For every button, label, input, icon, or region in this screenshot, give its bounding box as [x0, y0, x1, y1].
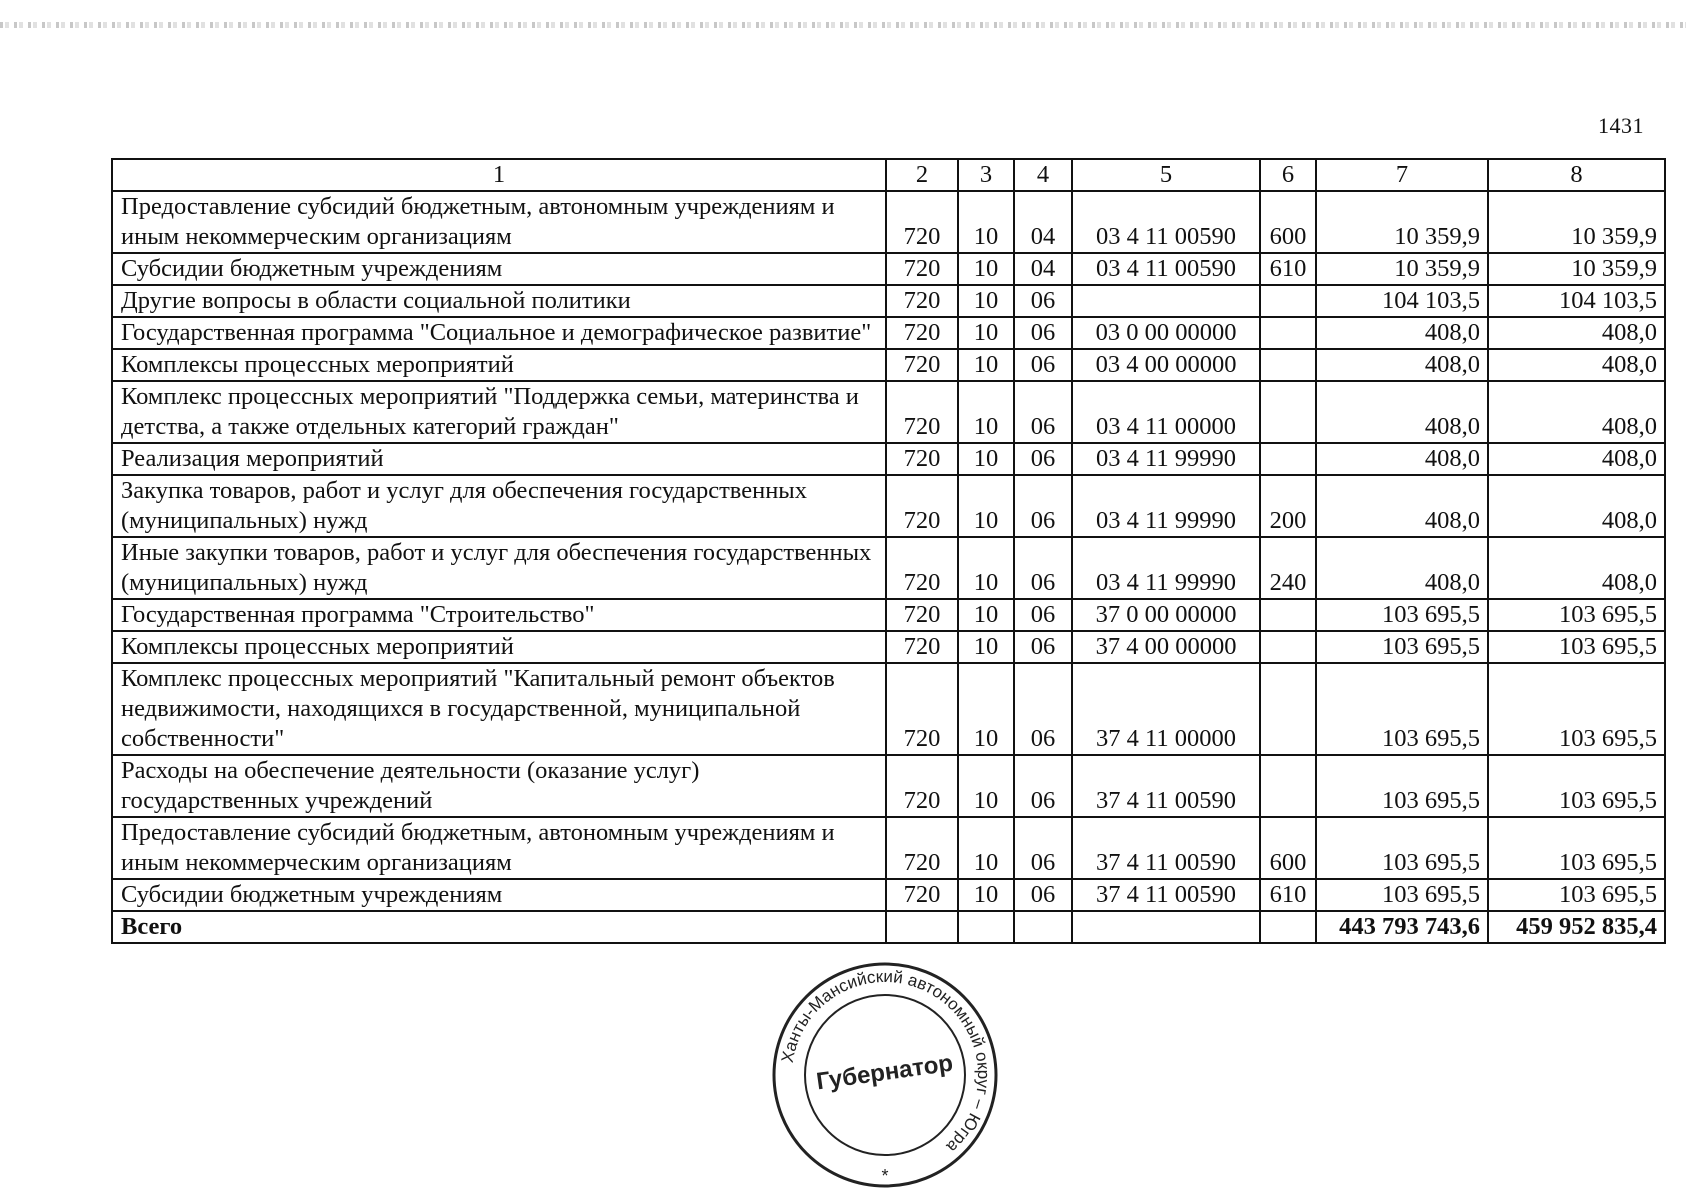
total-empty-cell	[1260, 911, 1316, 943]
cell-col-2: 720	[886, 381, 958, 443]
total-empty-cell	[1072, 911, 1260, 943]
cell-col-7: 104 103,5	[1316, 285, 1488, 317]
cell-col-3: 10	[958, 537, 1014, 599]
cell-col-3: 10	[958, 879, 1014, 911]
governor-seal-stamp	[770, 960, 1000, 1190]
cell-col-8: 103 695,5	[1488, 631, 1665, 663]
cell-col-8: 10 359,9	[1488, 253, 1665, 285]
cell-col-6	[1260, 631, 1316, 663]
stamp-center-text: Губернатор	[814, 1049, 955, 1096]
cell-col-7: 103 695,5	[1316, 631, 1488, 663]
table-header-row	[112, 159, 1665, 191]
cell-col-8: 104 103,5	[1488, 285, 1665, 317]
column-header: 7	[1316, 159, 1488, 191]
cell-col-6: 610	[1260, 253, 1316, 285]
cell-col-5	[1072, 285, 1260, 317]
cell-col-2: 720	[886, 663, 958, 755]
cell-col-5: 03 4 11 00590	[1072, 253, 1260, 285]
cell-col-7: 10 359,9	[1316, 253, 1488, 285]
cell-col-2: 720	[886, 285, 958, 317]
row-name: Предоставление субсидий бюджетным, автономным учреждениям и иным некоммерческим организациям	[112, 817, 886, 879]
cell-col-7: 408,0	[1316, 443, 1488, 475]
table-row	[112, 663, 1665, 755]
cell-col-2: 720	[886, 191, 958, 253]
cell-col-7: 408,0	[1316, 475, 1488, 537]
total-cell-col-8: 459 952 835,4	[1488, 911, 1665, 943]
cell-col-8: 408,0	[1488, 317, 1665, 349]
cell-col-8: 408,0	[1488, 537, 1665, 599]
table-row	[112, 253, 1665, 285]
cell-col-5: 37 4 11 00590	[1072, 879, 1260, 911]
cell-col-2: 720	[886, 631, 958, 663]
column-header: 8	[1488, 159, 1665, 191]
cell-col-7: 103 695,5	[1316, 663, 1488, 755]
row-name: Государственная программа "Строительство"	[112, 599, 886, 631]
cell-col-5: 03 4 11 00000	[1072, 381, 1260, 443]
cell-col-8: 103 695,5	[1488, 599, 1665, 631]
row-name: Комплексы процессных мероприятий	[112, 631, 886, 663]
row-name: Комплекс процессных мероприятий "Поддержка семьи, материнства и детства, а также отдельных категорий граждан"	[112, 381, 886, 443]
cell-col-5: 03 4 11 99990	[1072, 537, 1260, 599]
row-name: Реализация мероприятий	[112, 443, 886, 475]
cell-col-6	[1260, 349, 1316, 381]
cell-col-3: 10	[958, 817, 1014, 879]
row-name: Иные закупки товаров, работ и услуг для обеспечения государственных (муниципальных) нужд	[112, 537, 886, 599]
cell-col-4: 06	[1014, 443, 1072, 475]
cell-col-3: 10	[958, 317, 1014, 349]
cell-col-7: 103 695,5	[1316, 817, 1488, 879]
cell-col-3: 10	[958, 663, 1014, 755]
table-row	[112, 475, 1665, 537]
cell-col-4: 06	[1014, 817, 1072, 879]
cell-col-4: 06	[1014, 475, 1072, 537]
table-row	[112, 191, 1665, 253]
column-header: 6	[1260, 159, 1316, 191]
cell-col-6	[1260, 285, 1316, 317]
cell-col-6	[1260, 599, 1316, 631]
cell-col-7: 408,0	[1316, 317, 1488, 349]
cell-col-7: 408,0	[1316, 349, 1488, 381]
table-body	[112, 159, 1665, 943]
table-row	[112, 285, 1665, 317]
cell-col-5: 37 0 00 00000	[1072, 599, 1260, 631]
cell-col-8: 10 359,9	[1488, 191, 1665, 253]
total-empty-cell	[1014, 911, 1072, 943]
cell-col-3: 10	[958, 475, 1014, 537]
page-number: 1431	[1598, 113, 1644, 138]
cell-col-3: 10	[958, 599, 1014, 631]
cell-col-3: 10	[958, 755, 1014, 817]
cell-col-2: 720	[886, 817, 958, 879]
cell-col-8: 103 695,5	[1488, 817, 1665, 879]
cell-col-3: 10	[958, 285, 1014, 317]
total-empty-cell	[958, 911, 1014, 943]
total-label: Всего	[112, 911, 886, 943]
table-row	[112, 381, 1665, 443]
cell-col-4: 06	[1014, 537, 1072, 599]
cell-col-5: 03 4 11 00590	[1072, 191, 1260, 253]
stamp-star: *	[881, 1166, 889, 1186]
cell-col-4: 06	[1014, 599, 1072, 631]
table-row	[112, 599, 1665, 631]
row-name: Комплексы процессных мероприятий	[112, 349, 886, 381]
row-name: Субсидии бюджетным учреждениям	[112, 879, 886, 911]
cell-col-8: 408,0	[1488, 381, 1665, 443]
row-name: Расходы на обеспечение деятельности (оказание услуг) государственных учреждений	[112, 755, 886, 817]
cell-col-4: 06	[1014, 349, 1072, 381]
cell-col-2: 720	[886, 443, 958, 475]
total-row	[112, 911, 1665, 943]
cell-col-8: 408,0	[1488, 443, 1665, 475]
column-header: 4	[1014, 159, 1072, 191]
cell-col-4: 04	[1014, 253, 1072, 285]
cell-col-3: 10	[958, 191, 1014, 253]
total-empty-cell	[886, 911, 958, 943]
cell-col-7: 408,0	[1316, 537, 1488, 599]
total-cell-col-7: 443 793 743,6	[1316, 911, 1488, 943]
cell-col-6	[1260, 755, 1316, 817]
cell-col-3: 10	[958, 381, 1014, 443]
budget-table	[111, 158, 1666, 944]
cell-col-8: 408,0	[1488, 349, 1665, 381]
cell-col-4: 06	[1014, 631, 1072, 663]
cell-col-2: 720	[886, 253, 958, 285]
cell-col-5: 03 0 00 00000	[1072, 317, 1260, 349]
cell-col-4: 06	[1014, 317, 1072, 349]
row-name: Другие вопросы в области социальной политики	[112, 285, 886, 317]
stamp-outer-text: Ханты-Мансийский автономный округ – Югра	[777, 966, 994, 1157]
cell-col-6: 610	[1260, 879, 1316, 911]
cell-col-5: 37 4 11 00590	[1072, 755, 1260, 817]
cell-col-6: 200	[1260, 475, 1316, 537]
table-row	[112, 349, 1665, 381]
cell-col-5: 03 4 11 99990	[1072, 475, 1260, 537]
cell-col-2: 720	[886, 755, 958, 817]
column-header: 2	[886, 159, 958, 191]
row-name: Комплекс процессных мероприятий "Капитальный ремонт объектов недвижимости, находящихся в государственной, муниципальной собственности"	[112, 663, 886, 755]
cell-col-4: 06	[1014, 381, 1072, 443]
cell-col-8: 408,0	[1488, 475, 1665, 537]
cell-col-6	[1260, 443, 1316, 475]
cell-col-2: 720	[886, 475, 958, 537]
cell-col-3: 10	[958, 349, 1014, 381]
table-row	[112, 317, 1665, 349]
cell-col-3: 10	[958, 443, 1014, 475]
cell-col-7: 408,0	[1316, 381, 1488, 443]
cell-col-3: 10	[958, 253, 1014, 285]
cell-col-4: 04	[1014, 191, 1072, 253]
table-row	[112, 631, 1665, 663]
cell-col-7: 103 695,5	[1316, 599, 1488, 631]
cell-col-2: 720	[886, 317, 958, 349]
table-row	[112, 537, 1665, 599]
table-row	[112, 755, 1665, 817]
cell-col-4: 06	[1014, 663, 1072, 755]
table-row	[112, 443, 1665, 475]
cell-col-2: 720	[886, 537, 958, 599]
row-name: Закупка товаров, работ и услуг для обеспечения государственных (муниципальных) нужд	[112, 475, 886, 537]
scan-edge-artifact	[0, 22, 1686, 28]
cell-col-4: 06	[1014, 755, 1072, 817]
row-name: Государственная программа "Социальное и демографическое развитие"	[112, 317, 886, 349]
cell-col-6: 600	[1260, 191, 1316, 253]
table-row	[112, 817, 1665, 879]
cell-col-8: 103 695,5	[1488, 663, 1665, 755]
cell-col-2: 720	[886, 599, 958, 631]
cell-col-6	[1260, 317, 1316, 349]
cell-col-2: 720	[886, 349, 958, 381]
column-header: 3	[958, 159, 1014, 191]
column-header: 1	[112, 159, 886, 191]
cell-col-6: 600	[1260, 817, 1316, 879]
cell-col-8: 103 695,5	[1488, 879, 1665, 911]
cell-col-7: 103 695,5	[1316, 755, 1488, 817]
row-name: Предоставление субсидий бюджетным, автономным учреждениям и иным некоммерческим организациям	[112, 191, 886, 253]
cell-col-6	[1260, 663, 1316, 755]
cell-col-4: 06	[1014, 285, 1072, 317]
cell-col-6: 240	[1260, 537, 1316, 599]
column-header: 5	[1072, 159, 1260, 191]
cell-col-5: 37 4 11 00590	[1072, 817, 1260, 879]
cell-col-7: 103 695,5	[1316, 879, 1488, 911]
cell-col-5: 37 4 11 00000	[1072, 663, 1260, 755]
cell-col-2: 720	[886, 879, 958, 911]
cell-col-5: 03 4 11 99990	[1072, 443, 1260, 475]
cell-col-6	[1260, 381, 1316, 443]
row-name: Субсидии бюджетным учреждениям	[112, 253, 886, 285]
cell-col-5: 03 4 00 00000	[1072, 349, 1260, 381]
table-row	[112, 879, 1665, 911]
cell-col-5: 37 4 00 00000	[1072, 631, 1260, 663]
cell-col-4: 06	[1014, 879, 1072, 911]
cell-col-3: 10	[958, 631, 1014, 663]
cell-col-8: 103 695,5	[1488, 755, 1665, 817]
cell-col-7: 10 359,9	[1316, 191, 1488, 253]
